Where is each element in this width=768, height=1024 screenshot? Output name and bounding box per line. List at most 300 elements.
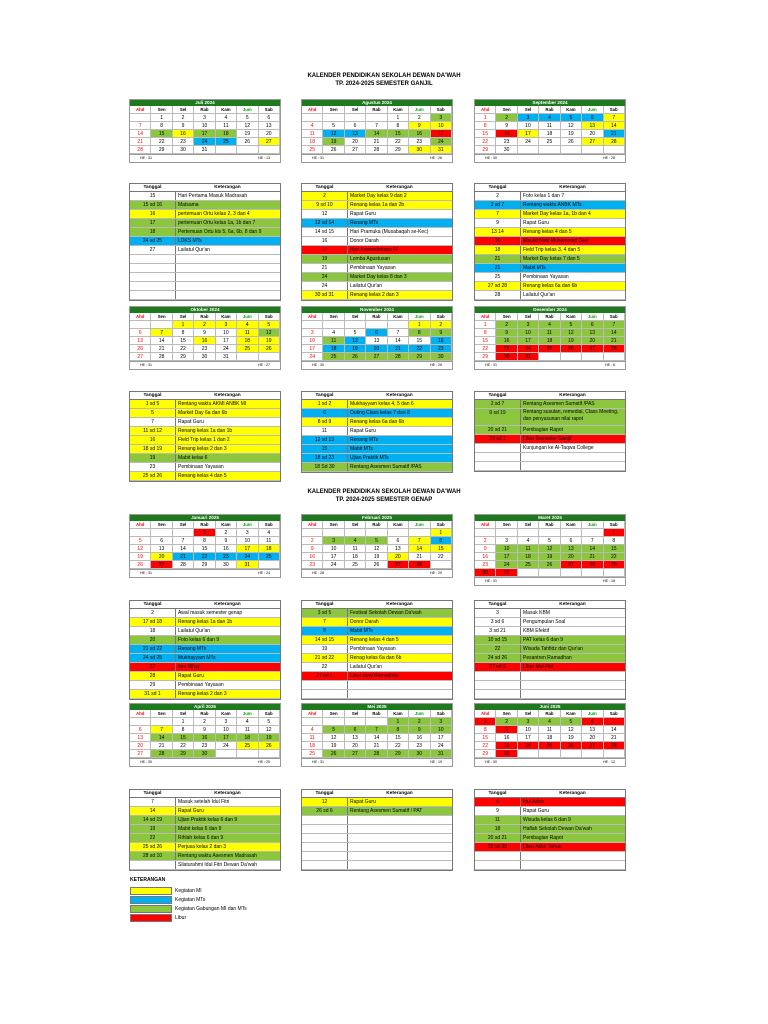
day-cell[interactable]: 29 [604, 561, 625, 569]
day-cell[interactable]: 5 [366, 537, 387, 545]
day-cell[interactable]: 15 [604, 545, 625, 553]
day-cell[interactable] [173, 529, 194, 537]
day-cell[interactable]: 6 [345, 122, 366, 130]
day-cell[interactable] [582, 750, 603, 758]
day-cell[interactable]: 12 [237, 122, 258, 130]
day-cell[interactable]: 16 [475, 553, 496, 561]
day-cell[interactable]: 15 [388, 130, 409, 138]
day-cell[interactable]: 28 [604, 138, 625, 146]
day-cell[interactable] [345, 114, 366, 122]
day-cell[interactable]: 28 [388, 353, 409, 361]
day-cell[interactable]: 31 [431, 750, 452, 758]
day-cell[interactable] [582, 529, 603, 537]
day-cell[interactable]: 26 [561, 138, 582, 146]
day-cell[interactable]: 7 [582, 537, 603, 545]
day-cell[interactable]: 23 [216, 553, 237, 561]
day-cell[interactable]: 10 [216, 726, 237, 734]
day-cell[interactable]: 14 [173, 545, 194, 553]
day-cell[interactable]: 13 [259, 122, 280, 130]
day-cell[interactable]: 25 [539, 138, 560, 146]
day-cell[interactable]: 12 [130, 545, 151, 553]
day-cell[interactable]: 5 [323, 726, 344, 734]
day-cell[interactable]: 27 [151, 561, 172, 569]
day-cell[interactable]: 22 [151, 138, 172, 146]
day-cell[interactable]: 22 [173, 742, 194, 750]
day-cell[interactable]: 5 [345, 329, 366, 337]
day-cell[interactable]: 31 [496, 569, 517, 577]
day-cell[interactable]: 7 [366, 122, 387, 130]
day-cell[interactable] [604, 750, 625, 758]
day-cell[interactable]: 16 [173, 130, 194, 138]
day-cell[interactable]: 27 [259, 138, 280, 146]
day-cell[interactable]: 29 [475, 146, 496, 154]
day-cell[interactable]: 24 [323, 561, 344, 569]
day-cell[interactable]: 6 [130, 329, 151, 337]
day-cell[interactable] [366, 529, 387, 537]
day-cell[interactable] [216, 750, 237, 758]
day-cell[interactable]: 2 [496, 718, 517, 726]
day-cell[interactable]: 30 [496, 750, 517, 758]
day-cell[interactable]: 25 [323, 353, 344, 361]
day-cell[interactable]: 4 [237, 718, 258, 726]
day-cell[interactable]: 15 [475, 337, 496, 345]
day-cell[interactable]: 21 [409, 553, 430, 561]
day-cell[interactable]: 16 [409, 734, 430, 742]
day-cell[interactable]: 2 [302, 537, 323, 545]
day-cell[interactable]: 2 [194, 718, 215, 726]
day-cell[interactable] [518, 529, 539, 537]
day-cell[interactable]: 26 [323, 750, 344, 758]
day-cell[interactable]: 3 [518, 114, 539, 122]
day-cell[interactable]: 27 [582, 345, 603, 353]
day-cell[interactable]: 11 [323, 337, 344, 345]
day-cell[interactable]: 20 [582, 337, 603, 345]
day-cell[interactable]: 24 [518, 138, 539, 146]
day-cell[interactable] [409, 529, 430, 537]
day-cell[interactable]: 15 [388, 734, 409, 742]
day-cell[interactable]: 17 [194, 130, 215, 138]
day-cell[interactable]: 3 [496, 537, 517, 545]
day-cell[interactable]: 18 [345, 553, 366, 561]
day-cell[interactable] [323, 114, 344, 122]
day-cell[interactable]: 25 [259, 553, 280, 561]
day-cell[interactable]: 10 [518, 329, 539, 337]
day-cell[interactable]: 10 [323, 545, 344, 553]
day-cell[interactable]: 15 [194, 545, 215, 553]
day-cell[interactable]: 11 [237, 726, 258, 734]
day-cell[interactable]: 13 [582, 726, 603, 734]
day-cell[interactable]: 5 [323, 122, 344, 130]
day-cell[interactable]: 8 [173, 726, 194, 734]
day-cell[interactable]: 17 [216, 337, 237, 345]
day-cell[interactable]: 11 [237, 329, 258, 337]
day-cell[interactable]: 8 [431, 537, 452, 545]
day-cell[interactable]: 26 [323, 146, 344, 154]
day-cell[interactable]: 21 [366, 138, 387, 146]
day-cell[interactable]: 29 [173, 750, 194, 758]
day-cell[interactable]: 24 [237, 553, 258, 561]
day-cell[interactable]: 19 [539, 553, 560, 561]
day-cell[interactable]: 8 [151, 122, 172, 130]
day-cell[interactable]: 20 [582, 734, 603, 742]
day-cell[interactable]: 24 [431, 742, 452, 750]
day-cell[interactable]: 28 [366, 146, 387, 154]
day-cell[interactable]: 14 [366, 734, 387, 742]
day-cell[interactable]: 21 [604, 734, 625, 742]
day-cell[interactable]: 20 [151, 553, 172, 561]
day-cell[interactable] [366, 718, 387, 726]
day-cell[interactable]: 24 [496, 561, 517, 569]
day-cell[interactable] [237, 353, 258, 361]
day-cell[interactable]: 26 [259, 345, 280, 353]
day-cell[interactable] [604, 569, 625, 577]
day-cell[interactable]: 11 [539, 329, 560, 337]
day-cell[interactable]: 1 [151, 114, 172, 122]
day-cell[interactable]: 6 [366, 329, 387, 337]
day-cell[interactable] [388, 321, 409, 329]
day-cell[interactable]: 4 [345, 537, 366, 545]
day-cell[interactable]: 3 [237, 529, 258, 537]
day-cell[interactable]: 11 [302, 734, 323, 742]
day-cell[interactable]: 4 [323, 329, 344, 337]
day-cell[interactable]: 19 [323, 742, 344, 750]
day-cell[interactable] [561, 146, 582, 154]
day-cell[interactable]: 23 [496, 742, 517, 750]
day-cell[interactable]: 16 [496, 337, 517, 345]
day-cell[interactable]: 10 [496, 545, 517, 553]
day-cell[interactable]: 25 [539, 742, 560, 750]
day-cell[interactable]: 12 [366, 545, 387, 553]
day-cell[interactable] [539, 569, 560, 577]
day-cell[interactable]: 17 [518, 337, 539, 345]
day-cell[interactable]: 15 [173, 337, 194, 345]
day-cell[interactable]: 1 [409, 321, 430, 329]
day-cell[interactable]: 21 [604, 337, 625, 345]
day-cell[interactable]: 31 [194, 146, 215, 154]
day-cell[interactable]: 20 [582, 130, 603, 138]
day-cell[interactable]: 21 [151, 742, 172, 750]
day-cell[interactable]: 15 [431, 545, 452, 553]
day-cell[interactable]: 3 [431, 718, 452, 726]
day-cell[interactable]: 17 [431, 734, 452, 742]
day-cell[interactable]: 4 [539, 114, 560, 122]
day-cell[interactable]: 15 [475, 734, 496, 742]
day-cell[interactable] [561, 750, 582, 758]
day-cell[interactable]: 18 [539, 130, 560, 138]
day-cell[interactable]: 4 [237, 321, 258, 329]
day-cell[interactable]: 20 [561, 553, 582, 561]
day-cell[interactable]: 3 [431, 114, 452, 122]
day-cell[interactable]: 19 [366, 553, 387, 561]
day-cell[interactable]: 10 [194, 122, 215, 130]
day-cell[interactable]: 14 [151, 337, 172, 345]
day-cell[interactable]: 12 [561, 726, 582, 734]
day-cell[interactable]: 21 [582, 553, 603, 561]
day-cell[interactable] [302, 114, 323, 122]
day-cell[interactable]: 6 [259, 114, 280, 122]
day-cell[interactable]: 1 [475, 321, 496, 329]
day-cell[interactable]: 22 [409, 345, 430, 353]
day-cell[interactable] [323, 529, 344, 537]
day-cell[interactable]: 9 [409, 726, 430, 734]
day-cell[interactable]: 19 [561, 734, 582, 742]
day-cell[interactable]: 16 [302, 553, 323, 561]
day-cell[interactable]: 25 [216, 138, 237, 146]
day-cell[interactable]: 5 [259, 718, 280, 726]
day-cell[interactable]: 20 [130, 345, 151, 353]
day-cell[interactable]: 4 [539, 718, 560, 726]
day-cell[interactable]: 28 [604, 345, 625, 353]
day-cell[interactable]: 2 [431, 321, 452, 329]
day-cell[interactable]: 21 [173, 553, 194, 561]
day-cell[interactable]: 17 [431, 130, 452, 138]
day-cell[interactable]: 26 [345, 353, 366, 361]
day-cell[interactable] [582, 146, 603, 154]
day-cell[interactable]: 1 [475, 718, 496, 726]
day-cell[interactable] [302, 718, 323, 726]
day-cell[interactable] [259, 353, 280, 361]
day-cell[interactable]: 12 [345, 337, 366, 345]
day-cell[interactable]: 13 [582, 329, 603, 337]
day-cell[interactable]: 21 [604, 130, 625, 138]
day-cell[interactable]: 3 [194, 114, 215, 122]
day-cell[interactable]: 26 [561, 742, 582, 750]
day-cell[interactable]: 11 [345, 545, 366, 553]
day-cell[interactable] [388, 529, 409, 537]
day-cell[interactable] [582, 353, 603, 361]
day-cell[interactable]: 21 [151, 345, 172, 353]
day-cell[interactable]: 27 [345, 750, 366, 758]
day-cell[interactable]: 16 [216, 545, 237, 553]
day-cell[interactable]: 7 [173, 537, 194, 545]
day-cell[interactable]: 17 [518, 734, 539, 742]
day-cell[interactable]: 28 [151, 353, 172, 361]
day-cell[interactable]: 24 [302, 353, 323, 361]
day-cell[interactable]: 25 [302, 750, 323, 758]
day-cell[interactable]: 19 [345, 345, 366, 353]
day-cell[interactable]: 23 [302, 561, 323, 569]
day-cell[interactable]: 6 [130, 726, 151, 734]
day-cell[interactable]: 13 [151, 545, 172, 553]
day-cell[interactable] [323, 718, 344, 726]
day-cell[interactable]: 9 [173, 122, 194, 130]
day-cell[interactable]: 13 [388, 545, 409, 553]
day-cell[interactable]: 3 [323, 537, 344, 545]
day-cell[interactable]: 18 [539, 337, 560, 345]
day-cell[interactable]: 4 [518, 537, 539, 545]
day-cell[interactable]: 22 [604, 553, 625, 561]
day-cell[interactable] [604, 353, 625, 361]
day-cell[interactable]: 20 [130, 742, 151, 750]
day-cell[interactable]: 26 [366, 561, 387, 569]
day-cell[interactable]: 24 [216, 345, 237, 353]
day-cell[interactable]: 7 [388, 329, 409, 337]
day-cell[interactable] [259, 750, 280, 758]
day-cell[interactable]: 9 [496, 329, 517, 337]
day-cell[interactable]: 15 [151, 130, 172, 138]
day-cell[interactable]: 14 [604, 329, 625, 337]
day-cell[interactable]: 16 [496, 130, 517, 138]
day-cell[interactable]: 27 [130, 750, 151, 758]
day-cell[interactable]: 13 [345, 734, 366, 742]
day-cell[interactable]: 18 [237, 734, 258, 742]
day-cell[interactable]: 29 [151, 146, 172, 154]
day-cell[interactable]: 11 [216, 122, 237, 130]
day-cell[interactable] [366, 321, 387, 329]
day-cell[interactable]: 13 [345, 130, 366, 138]
day-cell[interactable]: 20 [366, 345, 387, 353]
day-cell[interactable]: 5 [561, 718, 582, 726]
day-cell[interactable]: 2 [194, 321, 215, 329]
day-cell[interactable]: 3 [216, 718, 237, 726]
day-cell[interactable]: 24 [194, 138, 215, 146]
day-cell[interactable]: 2 [496, 114, 517, 122]
day-cell[interactable]: 11 [539, 726, 560, 734]
day-cell[interactable]: 19 [561, 337, 582, 345]
day-cell[interactable]: 13 [582, 122, 603, 130]
day-cell[interactable]: 5 [237, 114, 258, 122]
day-cell[interactable]: 11 [539, 122, 560, 130]
day-cell[interactable]: 18 [323, 345, 344, 353]
day-cell[interactable]: 17 [323, 553, 344, 561]
day-cell[interactable]: 13 [130, 337, 151, 345]
day-cell[interactable]: 2 [409, 114, 430, 122]
day-cell[interactable]: 22 [388, 742, 409, 750]
day-cell[interactable]: 24 [216, 742, 237, 750]
day-cell[interactable] [561, 353, 582, 361]
day-cell[interactable]: 7 [604, 114, 625, 122]
day-cell[interactable]: 1 [475, 114, 496, 122]
day-cell[interactable]: 26 [259, 742, 280, 750]
day-cell[interactable]: 8 [475, 122, 496, 130]
day-cell[interactable]: 14 [604, 726, 625, 734]
day-cell[interactable]: 6 [582, 114, 603, 122]
day-cell[interactable] [130, 529, 151, 537]
day-cell[interactable]: 19 [130, 553, 151, 561]
day-cell[interactable]: 1 [431, 529, 452, 537]
day-cell[interactable] [518, 750, 539, 758]
day-cell[interactable]: 27 [582, 742, 603, 750]
day-cell[interactable]: 9 [216, 537, 237, 545]
day-cell[interactable]: 9 [496, 122, 517, 130]
day-cell[interactable]: 30 [409, 146, 430, 154]
day-cell[interactable]: 9 [194, 726, 215, 734]
day-cell[interactable]: 4 [216, 114, 237, 122]
day-cell[interactable]: 23 [409, 138, 430, 146]
day-cell[interactable]: 3 [216, 321, 237, 329]
day-cell[interactable] [237, 146, 258, 154]
day-cell[interactable]: 1 [388, 718, 409, 726]
day-cell[interactable]: 2 [216, 529, 237, 537]
day-cell[interactable]: 7 [604, 321, 625, 329]
day-cell[interactable]: 21 [388, 345, 409, 353]
day-cell[interactable]: 24 [518, 345, 539, 353]
day-cell[interactable]: 1 [173, 321, 194, 329]
day-cell[interactable]: 10 [302, 337, 323, 345]
day-cell[interactable]: 19 [259, 337, 280, 345]
day-cell[interactable]: 30 [431, 353, 452, 361]
day-cell[interactable]: 5 [561, 321, 582, 329]
day-cell[interactable] [582, 569, 603, 577]
day-cell[interactable]: 11 [259, 537, 280, 545]
day-cell[interactable]: 14 [409, 545, 430, 553]
day-cell[interactable]: 30 [173, 146, 194, 154]
day-cell[interactable]: 10 [518, 122, 539, 130]
day-cell[interactable]: 28 [366, 750, 387, 758]
day-cell[interactable]: 3 [518, 321, 539, 329]
day-cell[interactable]: 16 [194, 337, 215, 345]
day-cell[interactable]: 13 [561, 545, 582, 553]
day-cell[interactable]: 7 [151, 726, 172, 734]
day-cell[interactable]: 3 [302, 329, 323, 337]
day-cell[interactable] [130, 114, 151, 122]
day-cell[interactable]: 12 [323, 734, 344, 742]
day-cell[interactable]: 15 [409, 337, 430, 345]
day-cell[interactable]: 30 [216, 561, 237, 569]
day-cell[interactable]: 29 [409, 353, 430, 361]
day-cell[interactable]: 25 [237, 345, 258, 353]
day-cell[interactable]: 16 [409, 130, 430, 138]
day-cell[interactable]: 27 [345, 146, 366, 154]
day-cell[interactable]: 31 [237, 561, 258, 569]
day-cell[interactable]: 9 [302, 545, 323, 553]
day-cell[interactable]: 7 [409, 537, 430, 545]
day-cell[interactable]: 5 [539, 537, 560, 545]
day-cell[interactable]: 17 [518, 130, 539, 138]
day-cell[interactable]: 23 [475, 561, 496, 569]
day-cell[interactable]: 12 [259, 726, 280, 734]
day-cell[interactable]: 11 [518, 545, 539, 553]
day-cell[interactable]: 21 [366, 742, 387, 750]
day-cell[interactable]: 2 [173, 114, 194, 122]
day-cell[interactable]: 20 [345, 138, 366, 146]
day-cell[interactable]: 30 [194, 750, 215, 758]
day-cell[interactable]: 6 [345, 726, 366, 734]
day-cell[interactable]: 6 [582, 718, 603, 726]
day-cell[interactable]: 24 [518, 742, 539, 750]
day-cell[interactable]: 26 [130, 561, 151, 569]
day-cell[interactable]: 19 [237, 130, 258, 138]
day-cell[interactable]: 4 [302, 122, 323, 130]
day-cell[interactable]: 20 [388, 553, 409, 561]
day-cell[interactable]: 30 [496, 353, 517, 361]
day-cell[interactable]: 22 [194, 553, 215, 561]
day-cell[interactable]: 18 [302, 138, 323, 146]
day-cell[interactable]: 18 [302, 742, 323, 750]
day-cell[interactable]: 8 [409, 329, 430, 337]
day-cell[interactable]: 28 [151, 750, 172, 758]
day-cell[interactable]: 17 [216, 734, 237, 742]
day-cell[interactable]: 13 [366, 337, 387, 345]
day-cell[interactable] [431, 561, 452, 569]
day-cell[interactable]: 22 [388, 138, 409, 146]
day-cell[interactable]: 8 [388, 122, 409, 130]
day-cell[interactable]: 16 [431, 337, 452, 345]
day-cell[interactable] [130, 321, 151, 329]
day-cell[interactable]: 23 [496, 138, 517, 146]
day-cell[interactable] [518, 146, 539, 154]
day-cell[interactable]: 31 [431, 146, 452, 154]
day-cell[interactable]: 11 [302, 130, 323, 138]
day-cell[interactable]: 6 [388, 537, 409, 545]
day-cell[interactable]: 25 [237, 742, 258, 750]
day-cell[interactable]: 8 [604, 537, 625, 545]
day-cell[interactable]: 24 [431, 138, 452, 146]
day-cell[interactable]: 14 [366, 130, 387, 138]
day-cell[interactable]: 13 [130, 734, 151, 742]
day-cell[interactable]: 17 [302, 345, 323, 353]
day-cell[interactable]: 25 [518, 561, 539, 569]
